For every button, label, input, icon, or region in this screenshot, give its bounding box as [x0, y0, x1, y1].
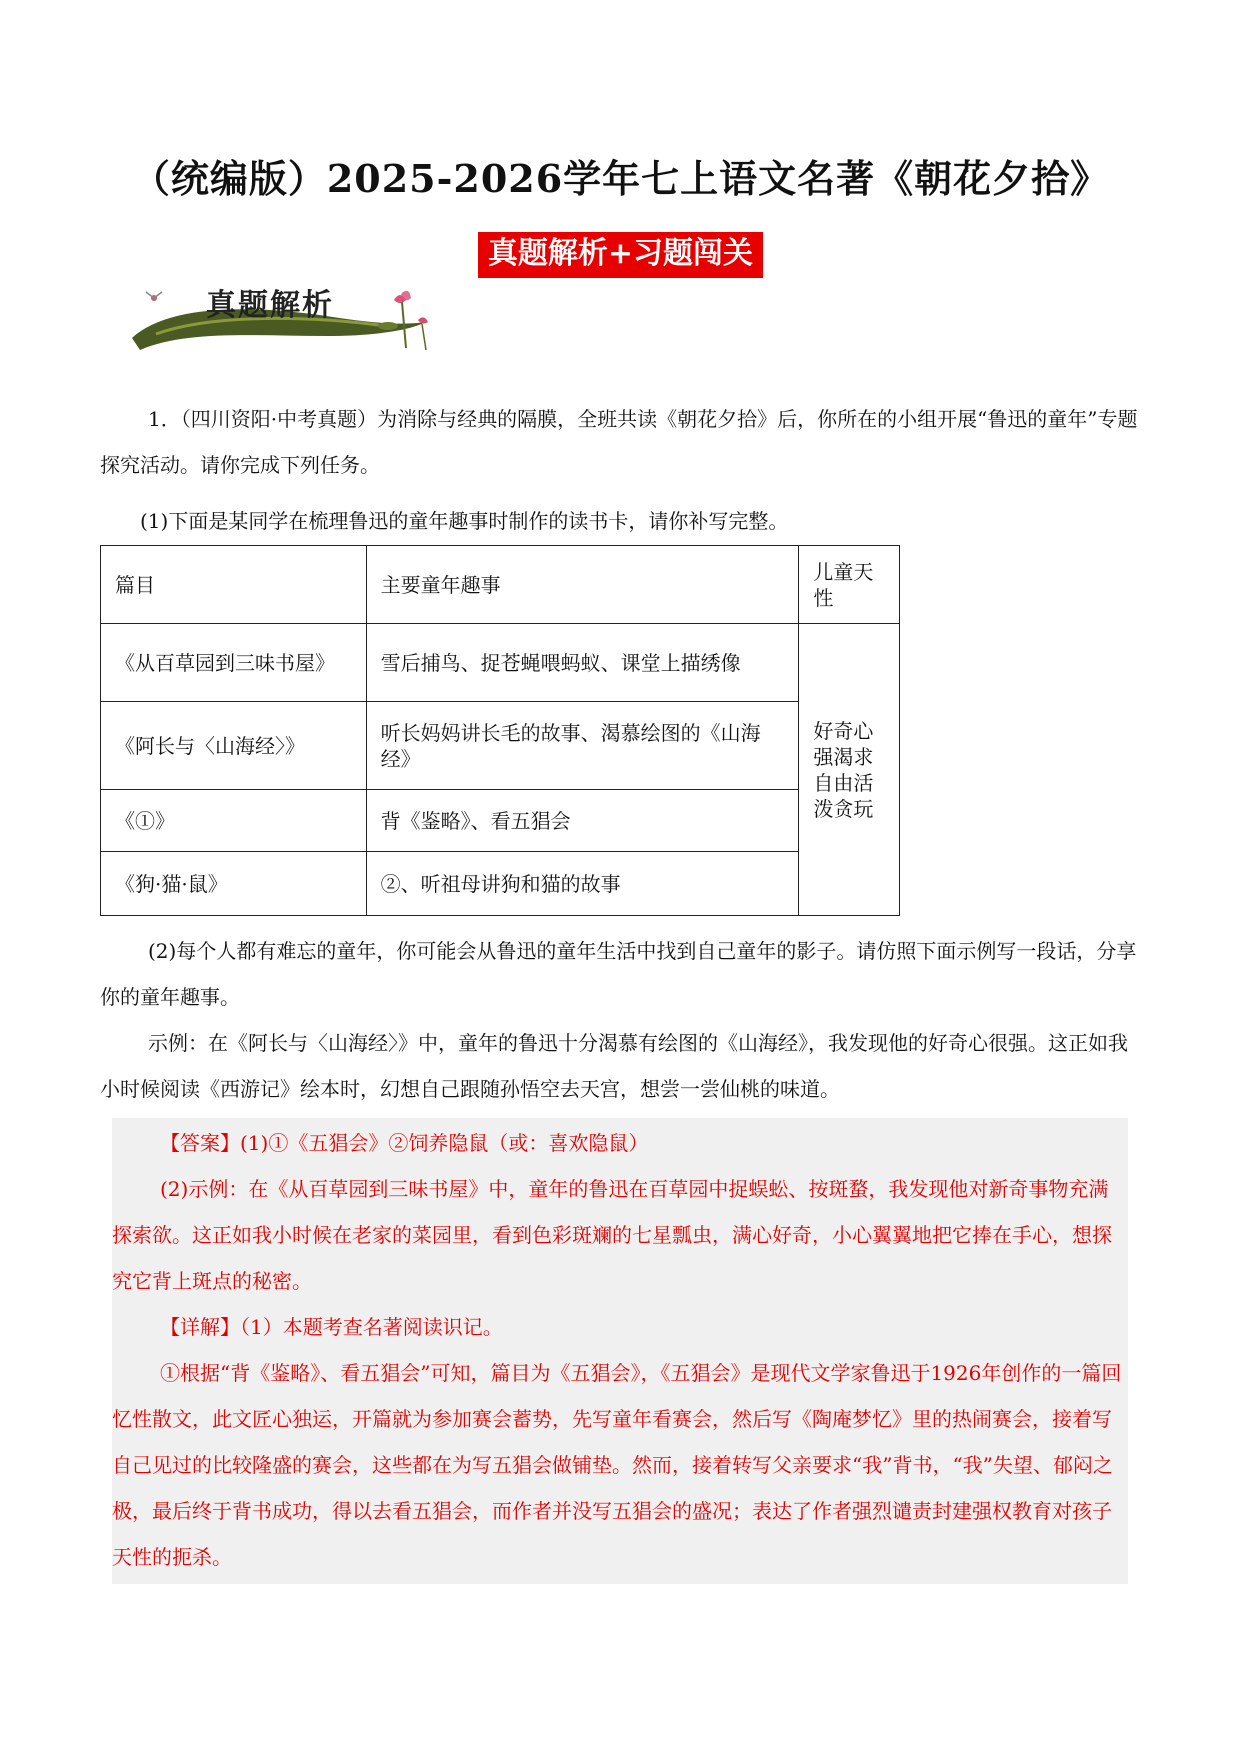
page-title: （统编版）2025-2026学年七上语文名著《朝花夕拾》	[131, 156, 1110, 201]
table-row	[101, 702, 900, 790]
table-row	[101, 790, 900, 852]
detail-2: ①根据“背《鉴略》、看五猖会”可知，篇目为《五猖会》，《五猖会》是现代文学家鲁迅于1926年创作的一篇回忆性散文，此文匠心独运，开篇就为参加赛会蓄势，先写童年看赛会，然后写《陶庵梦忆》里的热闹赛会，接着写自己见过的比较隆盛的赛会，这些都在为写五猖会做铺垫。然而，接着转写父亲要求“我”背书，“我”失望、郁闷之极，最后终于背书成功，得以去看五猖会，而作者并没写五猖会的盛况；表达了作者强烈谴责封建强权教育对孩子天性的扼杀。	[112, 1361, 1122, 1569]
answer-block	[112, 1118, 1128, 1584]
answer-line-1	[112, 1120, 1128, 1166]
reading-card-table	[100, 545, 900, 916]
table-header-cell: 儿童天性	[799, 546, 900, 624]
detail-1: （1）本题考查名著阅读识记。	[240, 1315, 503, 1339]
answer-1: (1)①《五猖会》②饲养隐鼠（或：喜欢隐鼠）	[240, 1131, 649, 1155]
table-header-row	[101, 546, 900, 624]
table-cell-title: 《①》	[101, 790, 367, 852]
table-cell-event: 听长妈妈讲长毛的故事、渴慕绘图的《山海经》	[366, 702, 799, 790]
question-intro-text: 1．（四川资阳·中考真题）为消除与经典的隔膜，全班共读《朝花夕拾》后，你所在的小组开展“鲁迅的童年”专题探究活动。请你完成下列任务。	[100, 407, 1138, 477]
task2-block	[100, 928, 1140, 1112]
page-subtitle	[0, 232, 1241, 278]
example-text: 示例：在《阿长与〈山海经〉》中，童年的鲁迅十分渴慕有绘图的《山海经》，我发现他的好奇心很强。这正如我小时候阅读《西游记》绘本时，幻想自己跟随孙悟空去天宫，想尝一尝仙桃的味道。	[100, 1031, 1128, 1101]
task1	[100, 498, 1140, 544]
table-cell-title: 《狗·猫·鼠》	[101, 852, 367, 916]
table-cell-event: 雪后捕鸟、捉苍蝇喂蚂蚁、课堂上描绣像	[366, 624, 799, 702]
table-row	[101, 624, 900, 702]
task1-text: (1)下面是某同学在梳理鲁迅的童年趣事时制作的读书卡，请你补写完整。	[140, 509, 789, 533]
detail-label: 【详解】	[160, 1315, 240, 1339]
subtitle-highlight: 真题解析+习题闯关	[478, 232, 763, 278]
table-cell-event: 背《鉴略》、看五猖会	[366, 790, 799, 852]
table-header-cell: 主要童年趣事	[366, 546, 799, 624]
question-intro	[100, 396, 1140, 488]
section-banner	[126, 286, 466, 356]
table-cell-event: ②、听祖母讲狗和猫的故事	[366, 852, 799, 916]
answer-label: 【答案】	[160, 1131, 240, 1155]
table-cell-title: 《阿长与〈山海经〉》	[101, 702, 367, 790]
table-cell-trait: 好奇心强渴求自由活泼贪玩	[799, 624, 900, 916]
table-row	[101, 852, 900, 916]
table-header-cell: 篇目	[101, 546, 367, 624]
table-cell-title: 《从百草园到三味书屋》	[101, 624, 367, 702]
answer-2: (2)示例：在《从百草园到三味书屋》中，童年的鲁迅在百草园中捉蜈蚣、按斑蝥，我发现他对新奇事物充满探索欲。这正如我小时候在老家的菜园里，看到色彩斑斓的七星瓢虫，满心好奇，小心翼翼地把它捧在手心，想探究它背上斑点的秘密。	[112, 1177, 1112, 1293]
banner-label: 真题解析	[206, 288, 334, 323]
task2-text: (2)每个人都有难忘的童年，你可能会从鲁迅的童年生活中找到自己童年的影子。请仿照下面示例写一段话，分享你的童年趣事。	[100, 939, 1137, 1009]
detail-line-1	[112, 1304, 1128, 1350]
